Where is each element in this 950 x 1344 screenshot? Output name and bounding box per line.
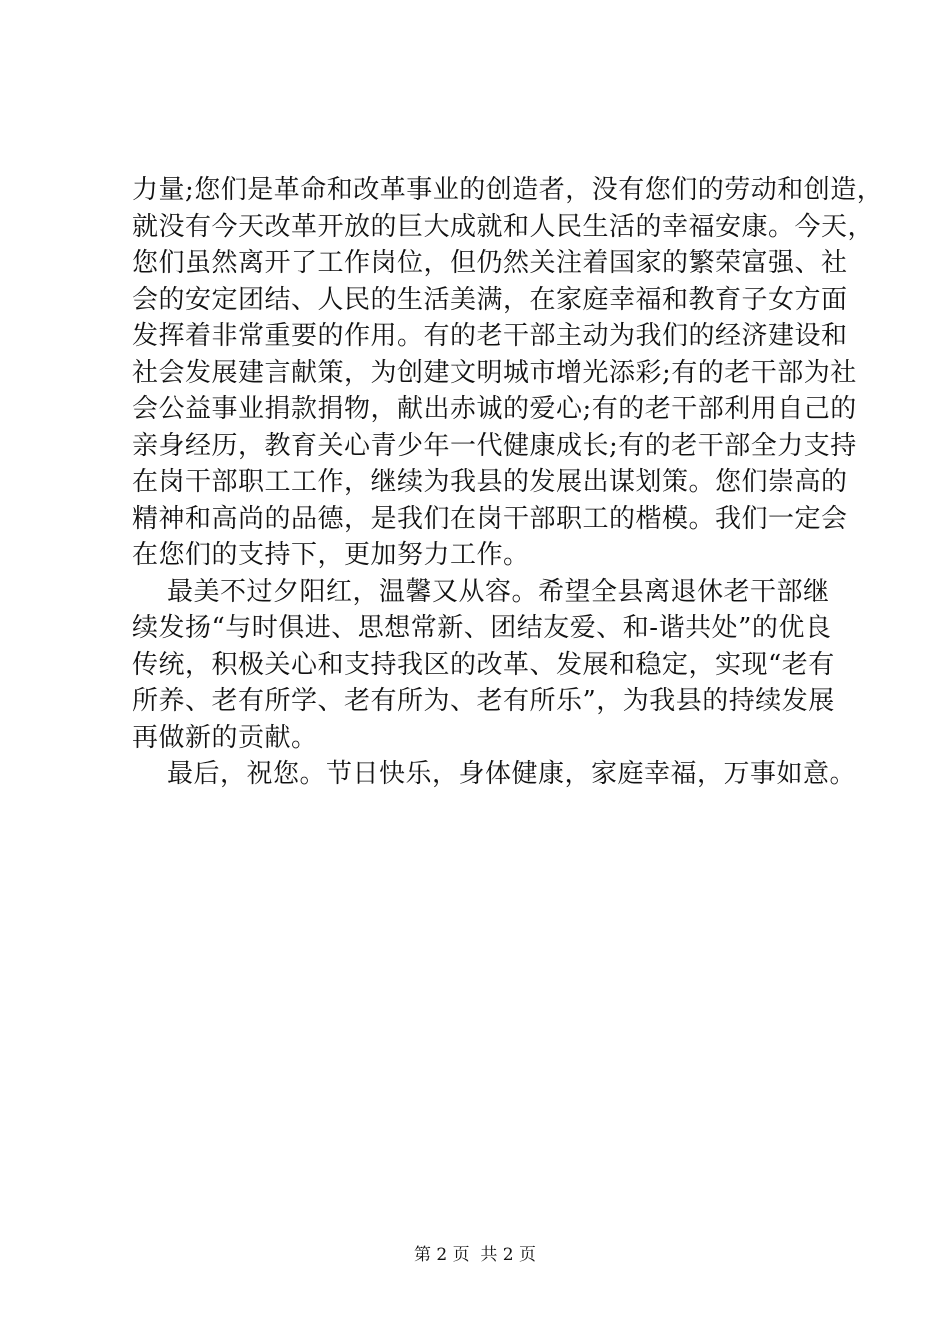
text-line: 就没有今天改革开放的巨大成就和人民生活的幸福安康。今天， (132, 211, 875, 242)
text-line: 社会发展建言献策，为创建文明城市增光添彩;有的老干部为社 (132, 357, 857, 388)
text-line: 力量;您们是革命和改革事业的创造者，没有您们的劳动和创造， (132, 175, 884, 205)
text-line: 发挥着非常重要的作用。有的老干部主动为我们的经济建设和 (132, 321, 848, 351)
text-line: 在岗干部职工工作，继续为我县的发展出谋划策。您们崇高的 (132, 467, 848, 497)
text-line: 续发扬“与时俱进、思想常新、团结友爱、和-谐共处”的优良 (132, 613, 832, 643)
text-line: 在您们的支持下，更加努力工作。 (132, 540, 530, 570)
text-line: 最美不过夕阳红，温馨又从容。希望全县离退休老干部继 (132, 576, 830, 607)
text-line: 最后，祝您。节日快乐，身体健康，家庭幸福，万事如意。 (132, 759, 857, 789)
document-body (132, 172, 884, 793)
text-line: 会公益事业捐款捐物，献出赤诚的爱心;有的老干部利用自己的 (132, 394, 857, 424)
text-line: 您们虽然离开了工作岗位，但仍然关注着国家的繁荣富强、社 (132, 248, 848, 278)
text-line: 精神和高尚的品德，是我们在岗干部职工的楷模。我们一定会 (132, 503, 848, 534)
text-line: 再做新的贡献。 (132, 722, 318, 753)
text-line: 所养、老有所学、老有所为、老有所乐”，为我县的持续发展 (132, 686, 835, 716)
page-number-footer: 第 2 页 共 2 页 (413, 1245, 537, 1265)
text-line: 亲身经历，教育关心青少年一代健康成长;有的老干部全力支持 (132, 430, 857, 461)
text-line: 会的安定团结、人民的生活美满，在家庭幸福和教育子女方面 (132, 284, 848, 315)
text-line: 传统，积极关心和支持我区的改革、发展和稳定，实现“老有 (132, 649, 835, 680)
